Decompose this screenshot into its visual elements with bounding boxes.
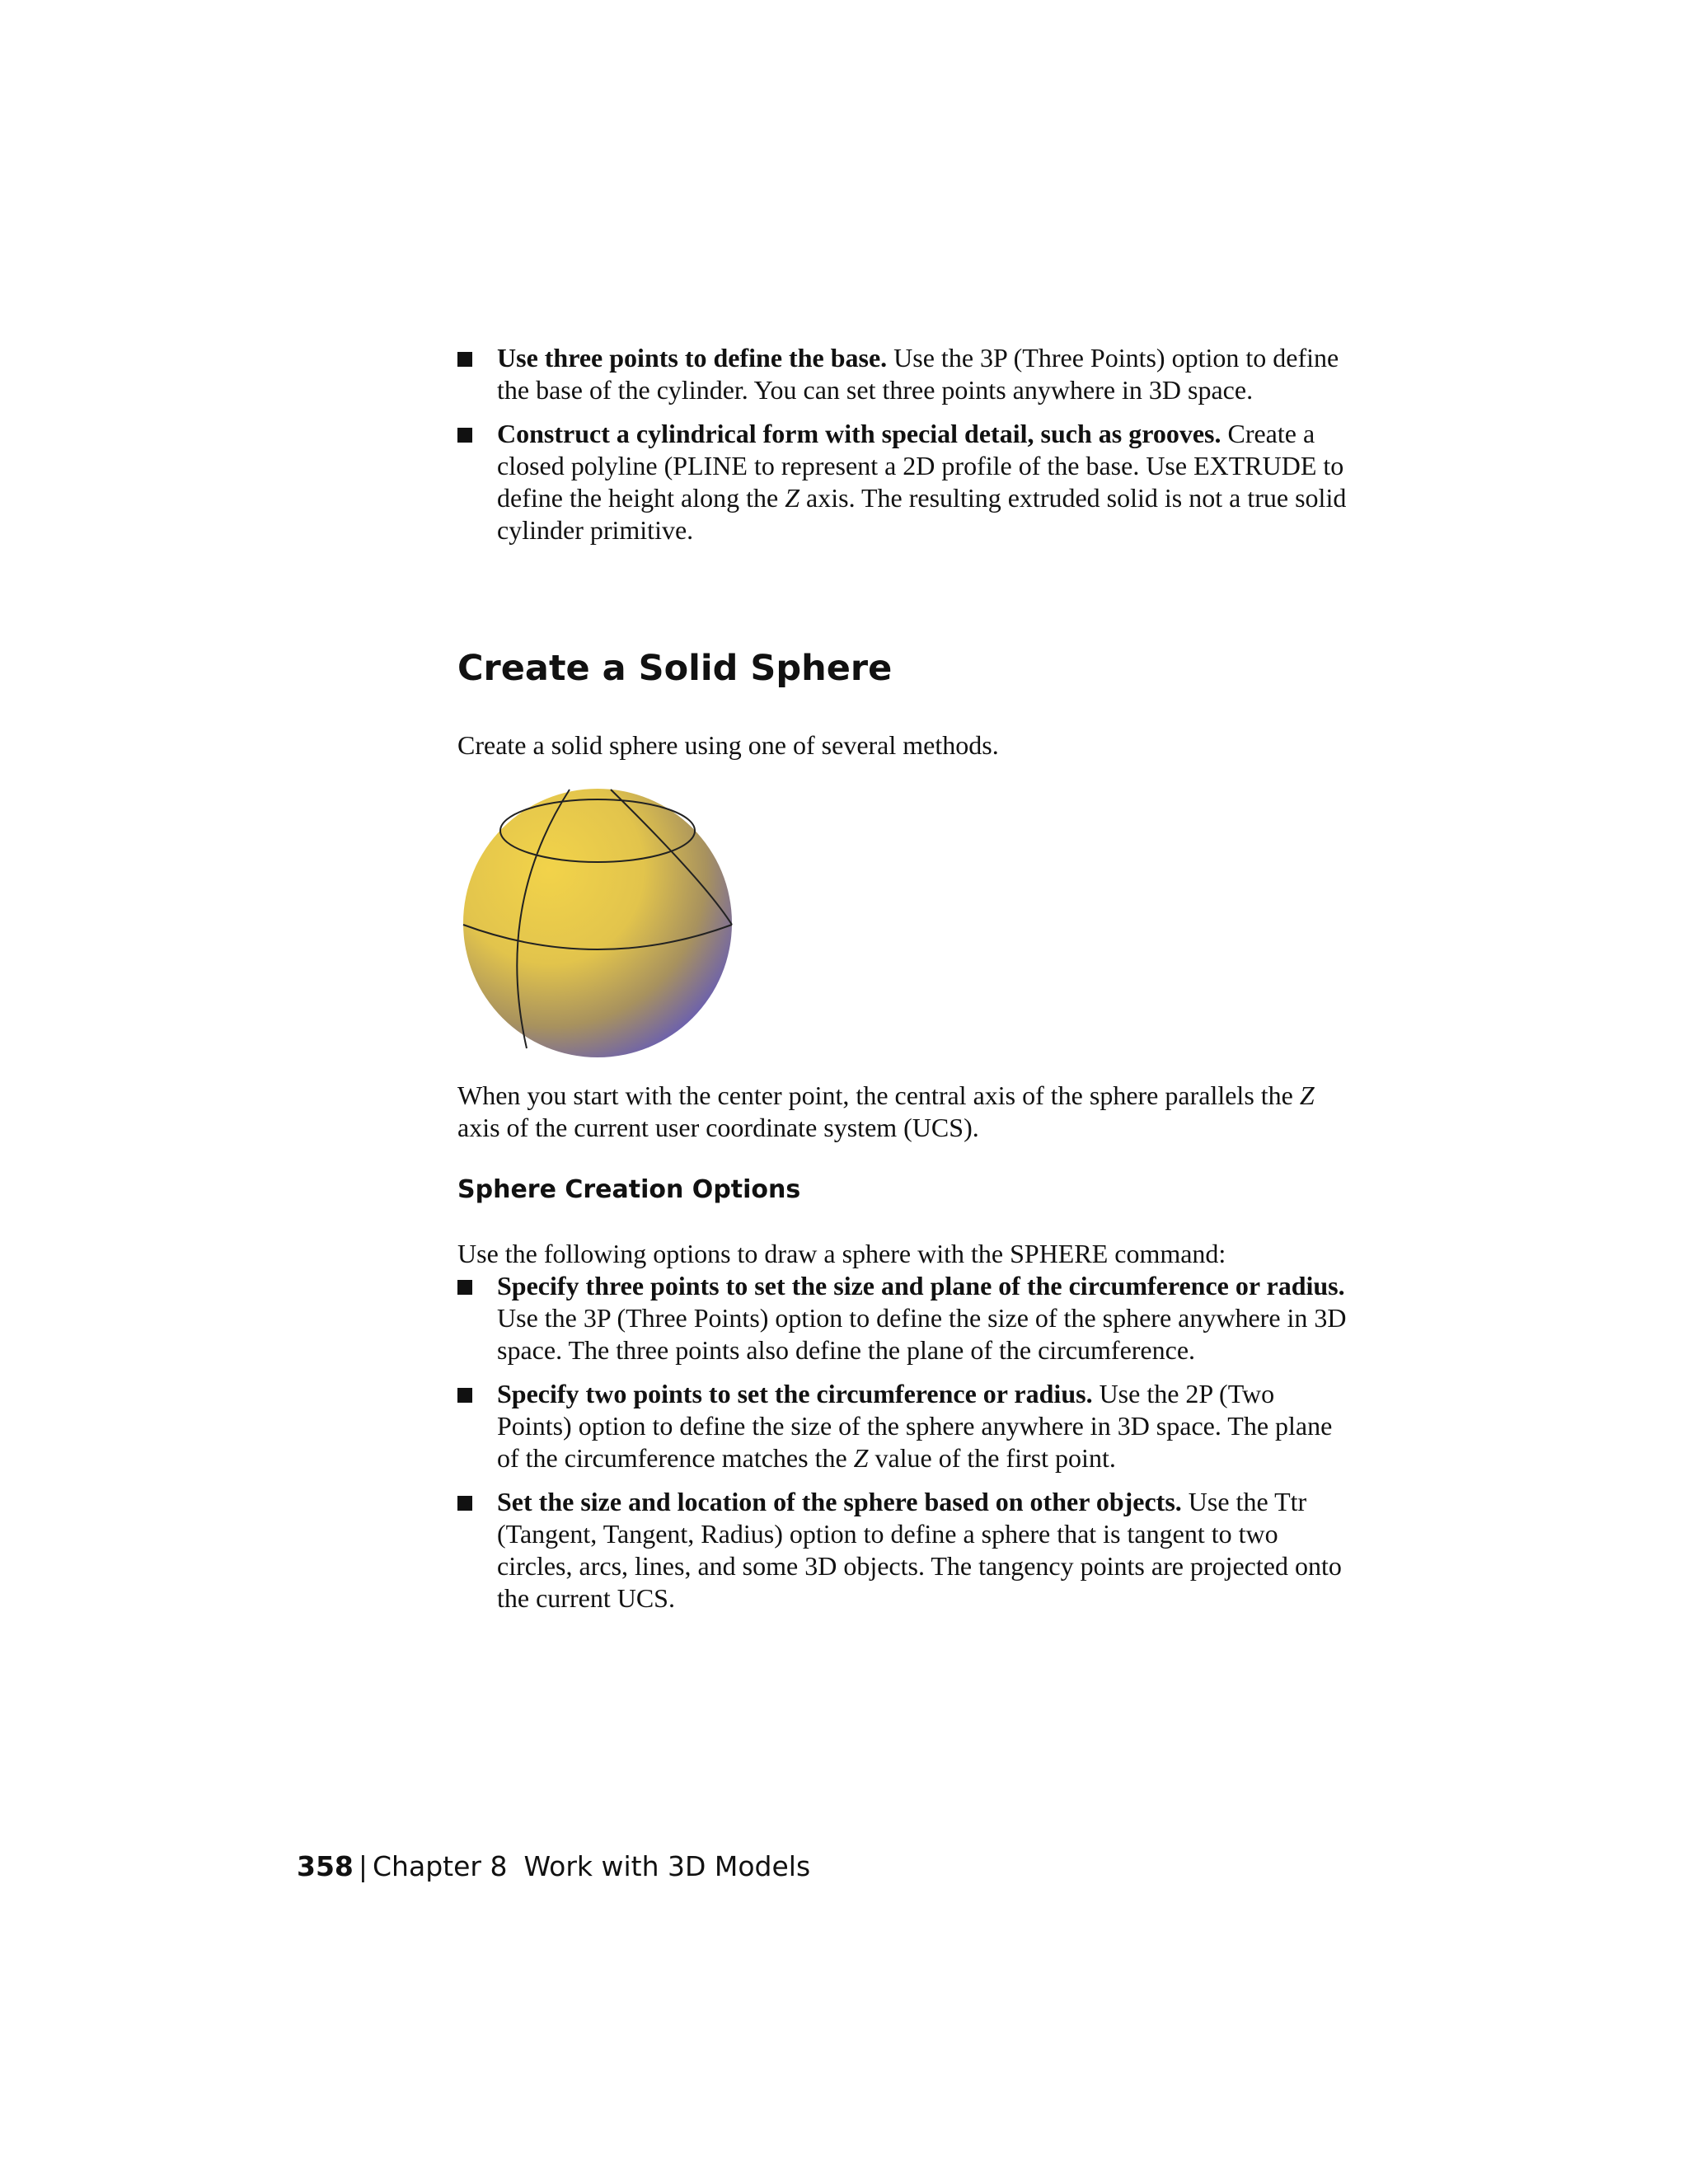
sphere-figure (457, 783, 738, 1063)
bullet-title: Specify two points to set the circumference or radius. (497, 1379, 1093, 1408)
list-item (457, 1378, 1348, 1474)
square-bullet-icon (457, 1496, 472, 1511)
section-heading: Create a Solid Sphere (457, 648, 893, 689)
after-figure-text-end: axis of the current user coordinate system (UCS). (457, 1113, 979, 1142)
list-item (457, 1486, 1348, 1615)
list-item (457, 1270, 1348, 1366)
after-figure-text-start: When you start with the center point, the central axis of the sphere parallels the (457, 1080, 1300, 1110)
bullet-body: Use the Ttr (Tangent, Tangent, Radius) option to define a sphere that is tangent to two circles, arcs, lines, and some 3D objects. The tangency points are projected onto the current UCS. (497, 1487, 1342, 1613)
bullet-body: Use the 3P (Three Points) option to define the base of the cylinder. You can set three points anywhere in 3D space. (497, 343, 1339, 405)
options-bullet-list (457, 1270, 1348, 1626)
bullet-body: Create a closed polyline (PLINE to represent a 2D profile of the base. Use EXTRUDE to define the height along the (497, 419, 1344, 513)
bullet-body-tail: axis. The resulting extruded solid is not a true solid cylinder primitive. (497, 483, 1347, 545)
bullet-title: Use three points to define the base. (497, 343, 888, 373)
list-item (457, 342, 1348, 406)
square-bullet-icon (457, 428, 472, 443)
square-bullet-icon (457, 1280, 472, 1295)
bullet-body-tail: value of the first point. (868, 1443, 1116, 1473)
section-intro: Create a solid sphere using one of several methods. (457, 730, 999, 760)
page-number: 358 (297, 1850, 354, 1882)
bullet-title: Specify three points to set the size and plane of the circumference or radius. (497, 1271, 1345, 1301)
sphere-body (463, 789, 732, 1057)
bullet-title: Construct a cylindrical form with special detail, such as grooves. (497, 419, 1221, 448)
page-content (457, 342, 1348, 1613)
page-footer (297, 1850, 810, 1883)
bullet-body-italic: Z (853, 1443, 869, 1473)
square-bullet-icon (457, 1388, 472, 1403)
bullet-body: Use the 2P (Two Points) option to define the size of the sphere anywhere in 3D space. The plane of the circumference matches the (497, 1379, 1333, 1473)
top-bullet-list (457, 342, 1348, 546)
footer-chapter-title: Work with 3D Models (523, 1850, 811, 1882)
bullet-title: Set the size and location of the sphere based on other objects. (497, 1487, 1182, 1516)
list-item (457, 418, 1348, 546)
bullet-body-italic: Z (785, 483, 800, 513)
footer-separator: | (358, 1850, 368, 1882)
subsection-heading: Sphere Creation Options (457, 1175, 801, 1204)
subsection-lead: Use the following options to draw a sphere with the SPHERE command: (457, 1239, 1226, 1268)
after-figure-italic: Z (1299, 1080, 1315, 1110)
after-figure-text (457, 1080, 1348, 1144)
bullet-body: Use the 3P (Three Points) option to define the size of the sphere anywhere in 3D space. The three points also define the plane of the circumference. (497, 1303, 1347, 1365)
footer-chapter: Chapter 8 (373, 1850, 508, 1882)
square-bullet-icon (457, 352, 472, 367)
